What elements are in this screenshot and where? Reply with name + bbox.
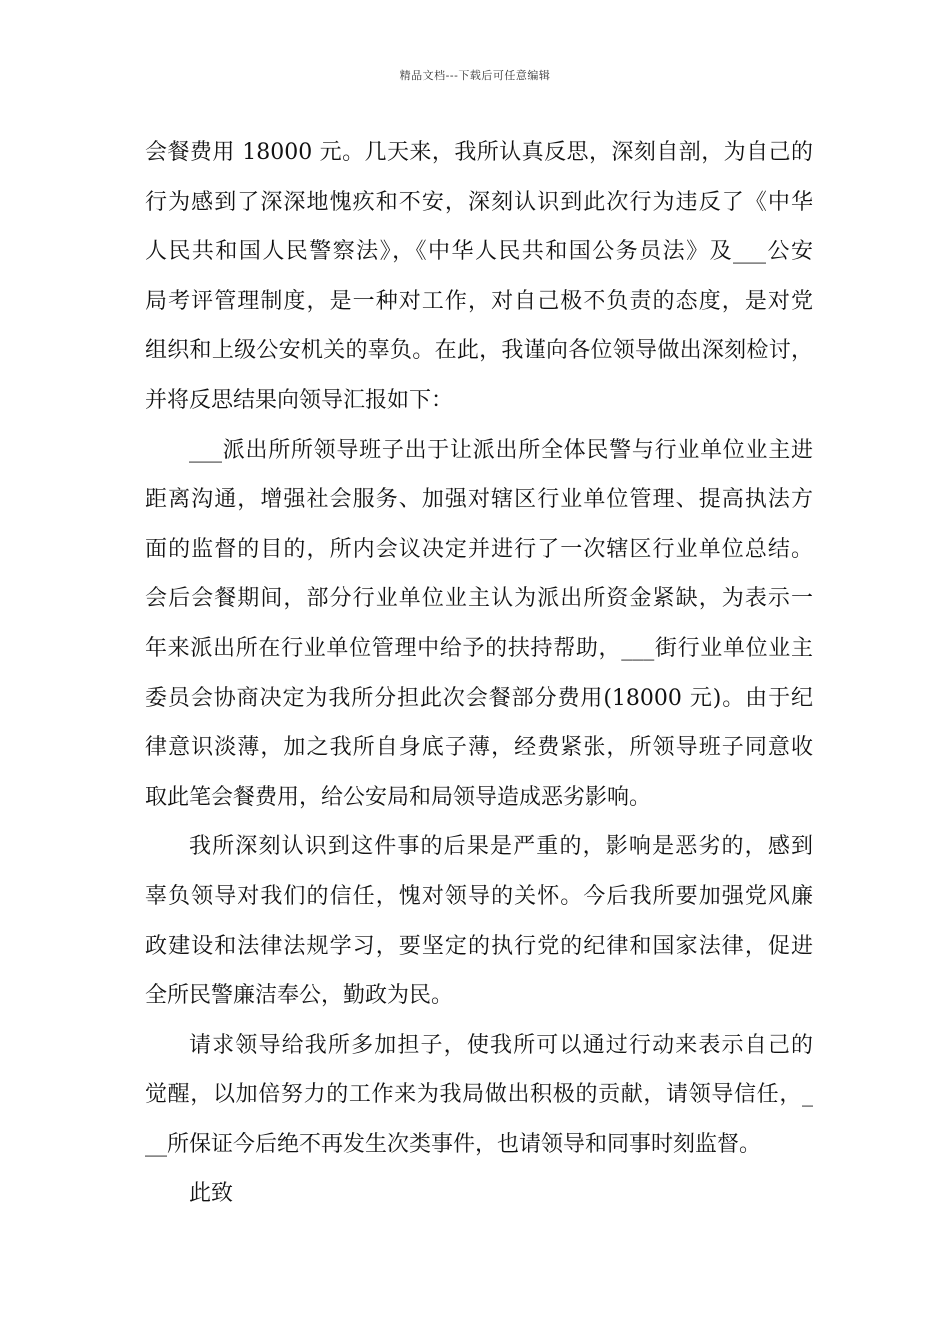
text-line: 政建设和法律法规学习，要坚定的执行党的纪律和国家法律，促进 — [145, 933, 813, 959]
text-line: 委员会协商决定为我所分担此次会餐部分费用(18000 元)。由于纪 — [145, 685, 813, 711]
text-line: 行为感到了深深地愧疚和不安，深刻认识到此次行为违反了《中华 — [145, 189, 813, 215]
text-line: ___派出所所领导班子出于让派出所全体民警与行业单位业主进 — [189, 437, 813, 463]
page-header: 精品文档---下载后可任意编辑 — [399, 69, 551, 82]
text-line: 我所深刻认识到这件事的后果是严重的，影响是恶劣的，感到 — [189, 834, 813, 860]
text-line: 人民共和国人民警察法》，《中华人民共和国公务员法》及___公安 — [145, 239, 813, 265]
text-line: 局考评管理制度，是一种对工作，对自己极不负责的态度，是对党 — [145, 288, 813, 314]
text-line: 全所民警廉洁奉公，勤政为民。 — [145, 983, 454, 1009]
text-line: 律意识淡薄，加之我所自身底子薄，经费紧张，所领导班子同意收 — [145, 735, 813, 761]
text-line: 并将反思结果向领导汇报如下： — [145, 387, 454, 413]
text-line: 年来派出所在行业单位管理中给予的扶持帮助，___街行业单位业主 — [145, 635, 813, 661]
text-line: 觉醒，以加倍努力的工作来为我局做出积极的贡献，请领导信任，_ — [145, 1082, 813, 1108]
text-line: 此致 — [189, 1181, 234, 1207]
text-line: 请求领导给我所多加担子，使我所可以通过行动来表示自己的 — [189, 1032, 813, 1058]
text-line: 面的监督的目的，所内会议决定并进行了一次辖区行业单位总结。 — [145, 536, 813, 562]
text-line: 取此笔会餐费用，给公安局和局领导造成恶劣影响。 — [145, 784, 652, 810]
document-body — [145, 128, 813, 1219]
text-line: 组织和上级公安机关的辜负。在此，我谨向各位领导做出深刻检讨， — [145, 338, 813, 364]
text-line: 辜负领导对我们的信任，愧对领导的关怀。今后我所要加强党风廉 — [145, 883, 813, 909]
text-line: 会餐费用 18000 元。几天来，我所认真反思，深刻自剖，为自己的 — [145, 140, 813, 165]
text-line: 会后会餐期间，部分行业单位业主认为派出所资金紧缺，为表示一 — [145, 586, 813, 612]
text-line: __所保证今后绝不再发生次类事件，也请领导和同事时刻监督。 — [145, 1131, 762, 1157]
text-line: 距离沟通，增强社会服务、加强对辖区行业单位管理、提高执法方 — [145, 487, 813, 513]
